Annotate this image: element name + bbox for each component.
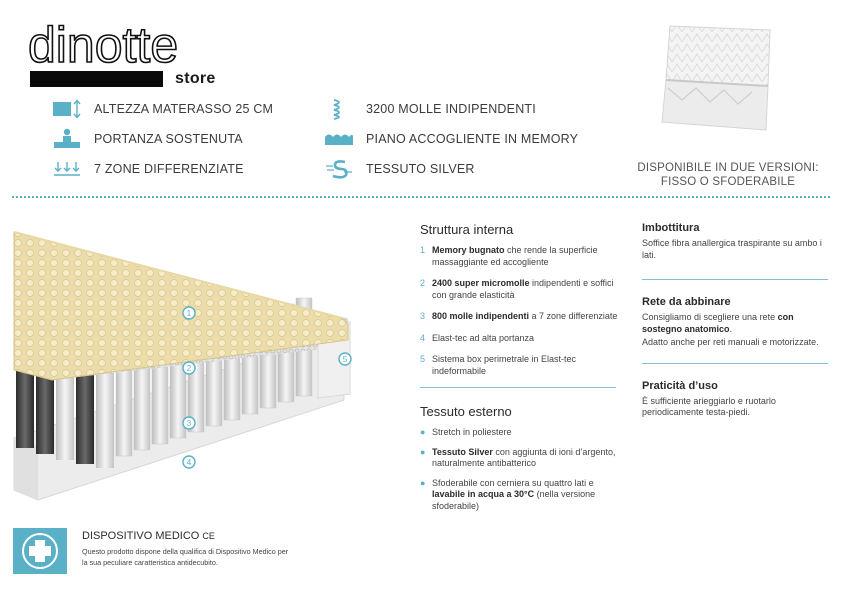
feature-height: [52, 98, 273, 120]
list-item: 4 Elast-tec ad alta portanza: [420, 332, 535, 343]
silver-icon: [324, 158, 354, 180]
marker-1: [183, 307, 195, 319]
tessuto-title: Tessuto esterno: [420, 404, 512, 419]
list-item: ● Sfoderabile con cerniera su quattro lati e lavabile in acqua a 30°C (nella versione sfoderabile): [420, 477, 596, 511]
feature-label: PORTANZA SOSTENUTA: [94, 132, 243, 146]
feature-label: PIANO ACCOGLIENTE IN MEMORY: [366, 132, 579, 146]
versions-line-2: FISSO O SFODERABILE: [660, 176, 796, 188]
brand-logo: [28, 18, 238, 70]
svg-text:2: 2: [186, 364, 192, 373]
praticita-text: È sufficiente arieggiarlo e ruotarlo periodicamente testa-piedi.: [642, 395, 776, 417]
marker-5: [339, 353, 351, 365]
imbottitura-rule: [642, 279, 828, 280]
feature-label: 3200 MOLLE INDIPENDENTI: [366, 102, 536, 116]
struttura-title: Struttura interna: [420, 222, 514, 237]
mattress-cross-section: [12, 228, 362, 506]
features-right: [324, 98, 578, 180]
structure-column: [420, 222, 620, 520]
brand-store-label: store: [175, 70, 216, 87]
struttura-rule: [420, 387, 616, 388]
list-item: ● Stretch in poliestere: [420, 427, 512, 437]
rete-text: Consigliamo di scegliere una rete con sostegno anatomico.: [642, 312, 794, 334]
medical-cross-icon: [13, 528, 67, 574]
feature-memory: [324, 128, 578, 150]
svg-text:4: 4: [186, 458, 192, 467]
list-item: 2 2400 super micromolle indipendenti e soffici con grande elasticità: [420, 278, 614, 300]
support-icon: [52, 128, 82, 150]
medical-text: Questo prodotto dispone della qualifica di Dispositivo Medico per la sua peculiare caratteristica antidecubito.: [82, 547, 289, 567]
mattress-cover-image: [652, 22, 774, 138]
rete-text-2: Adatto anche per reti manuali e motorizzate.: [642, 337, 819, 347]
marker-3: [183, 417, 195, 429]
medical-title: DISPOSITIVO MEDICO CE: [82, 530, 215, 542]
height-icon: [52, 98, 82, 120]
svg-text:5: 5: [342, 355, 348, 364]
features-left: [52, 98, 273, 180]
versions-line-1: DISPONIBILE IN DUE VERSIONI:: [637, 162, 819, 174]
feature-springs: [324, 98, 578, 120]
imbottitura-text: Soffice fibra anallergica traspirante su ambo i lati.: [642, 238, 822, 260]
tessuto-list: [420, 427, 620, 512]
list-item: ● Tessuto Silver con aggiunta di ioni d’argento, naturalmente antibatterico: [420, 446, 616, 468]
section-divider: [12, 196, 830, 198]
details-column: [642, 222, 828, 419]
feature-label: 7 ZONE DIFFERENZIATE: [94, 162, 244, 176]
zones-icon: [52, 158, 82, 180]
svg-text:3: 3: [186, 419, 192, 428]
feature-label: ALTEZZA MATERASSO 25 CM: [94, 102, 274, 116]
brand-bar: [30, 71, 163, 87]
spring-icon: [324, 98, 354, 120]
rete-title: Rete da abbinare: [642, 296, 731, 308]
feature-support: [52, 128, 273, 150]
praticita-title: Praticità d’uso: [642, 379, 718, 392]
brand-name: dinotte: [28, 18, 179, 70]
svg-text:1: 1: [186, 309, 192, 318]
feature-label: TESSUTO SILVER: [366, 162, 475, 176]
marker-4: [183, 456, 195, 468]
feature-silver: [324, 158, 578, 180]
list-item: 3 800 molle indipendenti a 7 zone differenziate: [420, 311, 618, 321]
feature-zones: [52, 158, 273, 180]
memory-icon: [324, 128, 354, 150]
struttura-list: [420, 245, 620, 377]
list-item: 1 Memory bugnato che rende la superficie massaggiante ed accogliente: [420, 245, 598, 267]
marker-2: [183, 362, 195, 374]
ce-mark: CE: [202, 531, 215, 541]
versions-note: [628, 161, 828, 189]
rete-rule: [642, 363, 828, 364]
imbottitura-title: Imbottitura: [642, 222, 700, 234]
list-item: 5 Sistema box perimetrale in Elast-tec indeformabile: [420, 354, 577, 376]
